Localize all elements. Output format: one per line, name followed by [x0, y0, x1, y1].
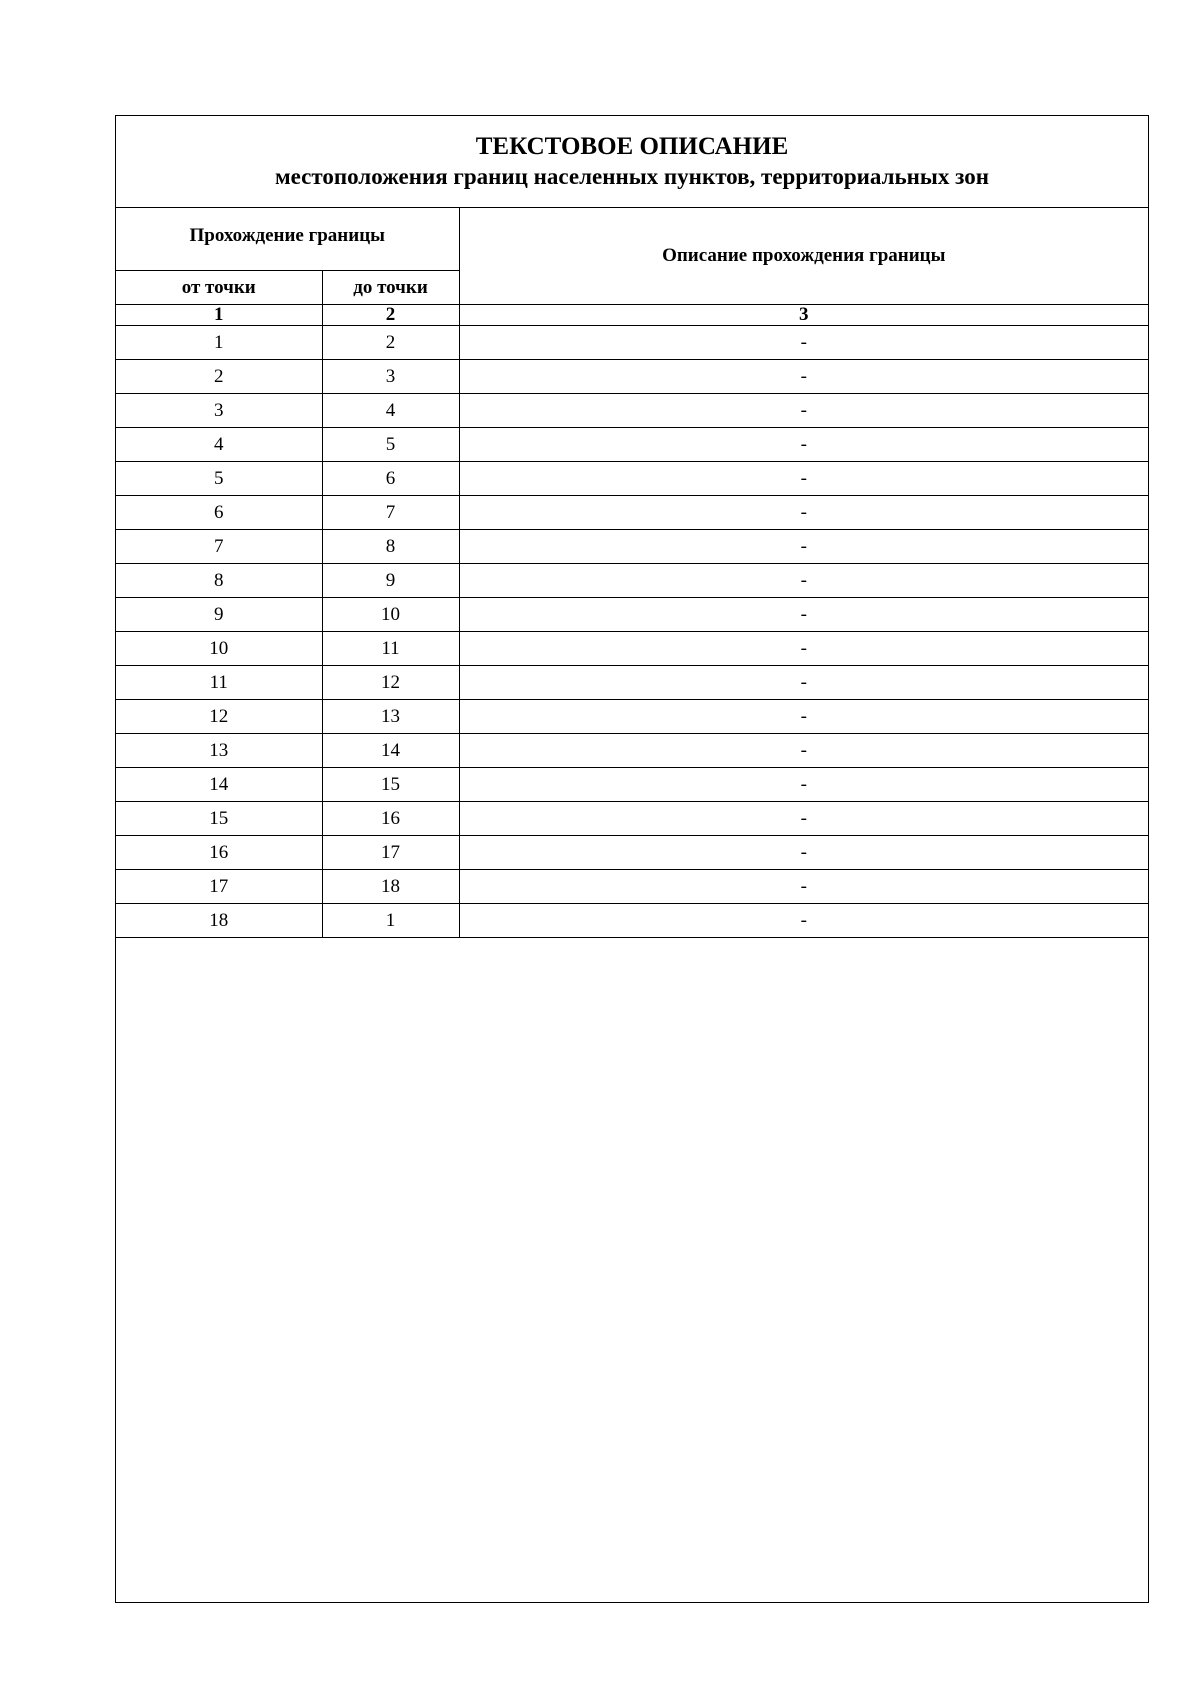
document-subtitle: местоположения границ населенных пунктов, территориальных зон	[275, 164, 989, 189]
column-number-row	[116, 305, 1148, 326]
cell-to-point: 16	[322, 802, 459, 836]
cell-from-point: 5	[116, 462, 322, 496]
cell-to-point: 8	[322, 530, 459, 564]
table-row	[116, 530, 1148, 564]
header-row-group	[116, 208, 1148, 271]
cell-from-point: 12	[116, 700, 322, 734]
table-row	[116, 496, 1148, 530]
cell-description: -	[459, 564, 1148, 598]
cell-description: -	[459, 496, 1148, 530]
cell-from-point: 3	[116, 394, 322, 428]
table-row	[116, 598, 1148, 632]
cell-to-point: 13	[322, 700, 459, 734]
cell-from-point: 9	[116, 598, 322, 632]
table-row	[116, 870, 1148, 904]
cell-from-point: 7	[116, 530, 322, 564]
cell-to-point: 14	[322, 734, 459, 768]
cell-description: -	[459, 326, 1148, 360]
table-row	[116, 734, 1148, 768]
cell-to-point: 3	[322, 360, 459, 394]
table-row	[116, 632, 1148, 666]
cell-description: -	[459, 734, 1148, 768]
cell-description: -	[459, 598, 1148, 632]
cell-to-point: 18	[322, 870, 459, 904]
table-row	[116, 360, 1148, 394]
cell-from-point: 11	[116, 666, 322, 700]
column-number: 3	[459, 305, 1148, 326]
table-row	[116, 462, 1148, 496]
header-description: Описание прохождения границы	[459, 208, 1148, 305]
cell-description: -	[459, 428, 1148, 462]
cell-description: -	[459, 666, 1148, 700]
table-row	[116, 700, 1148, 734]
cell-description: -	[459, 632, 1148, 666]
cell-from-point: 13	[116, 734, 322, 768]
cell-to-point: 4	[322, 394, 459, 428]
column-number: 2	[322, 305, 459, 326]
cell-to-point: 9	[322, 564, 459, 598]
cell-to-point: 2	[322, 326, 459, 360]
cell-description: -	[459, 870, 1148, 904]
cell-from-point: 2	[116, 360, 322, 394]
cell-to-point: 6	[322, 462, 459, 496]
cell-from-point: 18	[116, 904, 322, 938]
cell-from-point: 6	[116, 496, 322, 530]
column-number: 1	[116, 305, 322, 326]
cell-description: -	[459, 836, 1148, 870]
document-title: ТЕКСТОВОЕ ОПИСАНИЕ	[475, 133, 789, 160]
cell-to-point: 17	[322, 836, 459, 870]
cell-from-point: 4	[116, 428, 322, 462]
cell-description: -	[459, 700, 1148, 734]
cell-from-point: 15	[116, 802, 322, 836]
table-row	[116, 836, 1148, 870]
cell-to-point: 12	[322, 666, 459, 700]
cell-description: -	[459, 360, 1148, 394]
cell-from-point: 17	[116, 870, 322, 904]
cell-from-point: 14	[116, 768, 322, 802]
cell-from-point: 10	[116, 632, 322, 666]
title-block	[116, 116, 1148, 208]
table-row	[116, 768, 1148, 802]
header-from-point: от точки	[116, 271, 322, 305]
cell-to-point: 1	[322, 904, 459, 938]
table-row	[116, 326, 1148, 360]
table-row	[116, 802, 1148, 836]
cell-description: -	[459, 802, 1148, 836]
cell-description: -	[459, 904, 1148, 938]
table-row	[116, 666, 1148, 700]
cell-to-point: 10	[322, 598, 459, 632]
cell-from-point: 8	[116, 564, 322, 598]
header-to-point: до точки	[322, 271, 459, 305]
cell-from-point: 16	[116, 836, 322, 870]
cell-description: -	[459, 462, 1148, 496]
document-frame	[115, 115, 1149, 1603]
cell-to-point: 11	[322, 632, 459, 666]
cell-description: -	[459, 530, 1148, 564]
cell-to-point: 5	[322, 428, 459, 462]
table-row	[116, 394, 1148, 428]
cell-description: -	[459, 394, 1148, 428]
header-boundary-passage: Прохождение границы	[116, 208, 459, 271]
cell-to-point: 7	[322, 496, 459, 530]
cell-to-point: 15	[322, 768, 459, 802]
table-row	[116, 904, 1148, 938]
table-row	[116, 564, 1148, 598]
boundary-table	[116, 208, 1148, 938]
cell-from-point: 1	[116, 326, 322, 360]
table-row	[116, 428, 1148, 462]
cell-description: -	[459, 768, 1148, 802]
